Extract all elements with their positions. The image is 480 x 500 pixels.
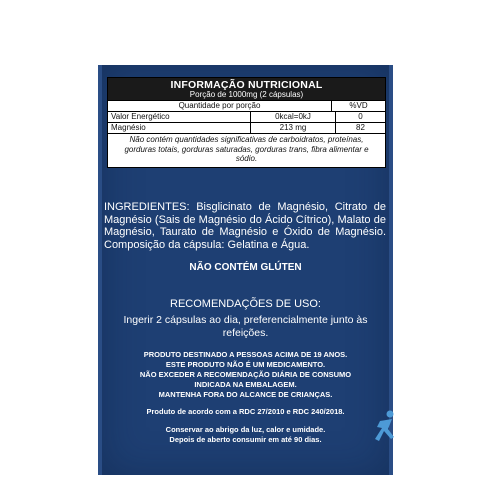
qty-header: Quantidade por porção xyxy=(108,101,332,111)
nutrient-vd: 82 xyxy=(356,123,365,133)
table-row xyxy=(108,111,385,122)
nutrition-footnote: Não contém quantidades significativas de carboidratos, proteínas, gorduras totais, gorduras saturadas, gorduras trans, fibra alimentar e sódio. xyxy=(108,133,385,167)
nutrition-header xyxy=(108,78,385,100)
nutrient-vd: 0 xyxy=(358,112,363,122)
ingredients-text: INGREDIENTES: Bisglicinato de Magnésio, Citrato de Magnésio (Sais de Magnésio do Ácido Cítrico), Malato de Magnésio, Taurato de Magnésio e Óxido de Magnésio. Composição da cápsula: Gelatina e Água. xyxy=(104,201,386,251)
table-row xyxy=(108,122,385,133)
nutrient-name: Magnésio xyxy=(108,123,251,133)
nutrition-table xyxy=(107,77,386,168)
recommendation-body: Ingerir 2 cápsulas ao dia, preferencialmente junto às refeições. xyxy=(123,314,368,339)
warning-line: ESTE PRODUTO NÃO É UM MEDICAMENTO. xyxy=(165,360,326,369)
nutrient-amount: 0kcal=0kJ xyxy=(251,112,336,122)
nutrient-amount: 213 mg xyxy=(251,123,336,133)
running-figure-icon xyxy=(370,409,400,445)
warning-line: MANTENHA FORA DO ALCANCE DE CRIANÇAS. xyxy=(158,390,333,399)
warning-line: INDICADA NA EMBALAGEM. xyxy=(194,380,297,389)
rdc-notice: Produto de acordo com a RDC 27/2010 e RDC 240/2018. xyxy=(146,407,345,416)
gluten-notice: NÃO CONTÉM GLÚTEN xyxy=(189,262,302,273)
storage-line: Conservar ao abrigo da luz, calor e umidade. xyxy=(165,425,326,434)
vd-header: %VD xyxy=(349,101,368,111)
storage-line: Depois de aberto consumir em até 90 dias. xyxy=(169,435,322,444)
storage-block xyxy=(102,425,389,445)
warning-line: NÃO EXCEDER A RECOMENDAÇÃO DIÁRIA DE CONSUMO xyxy=(139,370,352,379)
warnings-block xyxy=(102,350,389,400)
nutrition-portion: Porção de 1000mg (2 cápsulas) xyxy=(189,90,304,100)
nutrition-title: INFORMAÇÃO NUTRICIONAL xyxy=(170,79,323,91)
nutrition-column-headers xyxy=(108,100,385,111)
recommendation-title: RECOMENDAÇÕES DE USO: xyxy=(170,298,321,310)
nutrient-name: Valor Energético xyxy=(108,112,251,122)
warning-line: PRODUTO DESTINADO A PESSOAS ACIMA DE 19 ANOS. xyxy=(143,350,348,359)
